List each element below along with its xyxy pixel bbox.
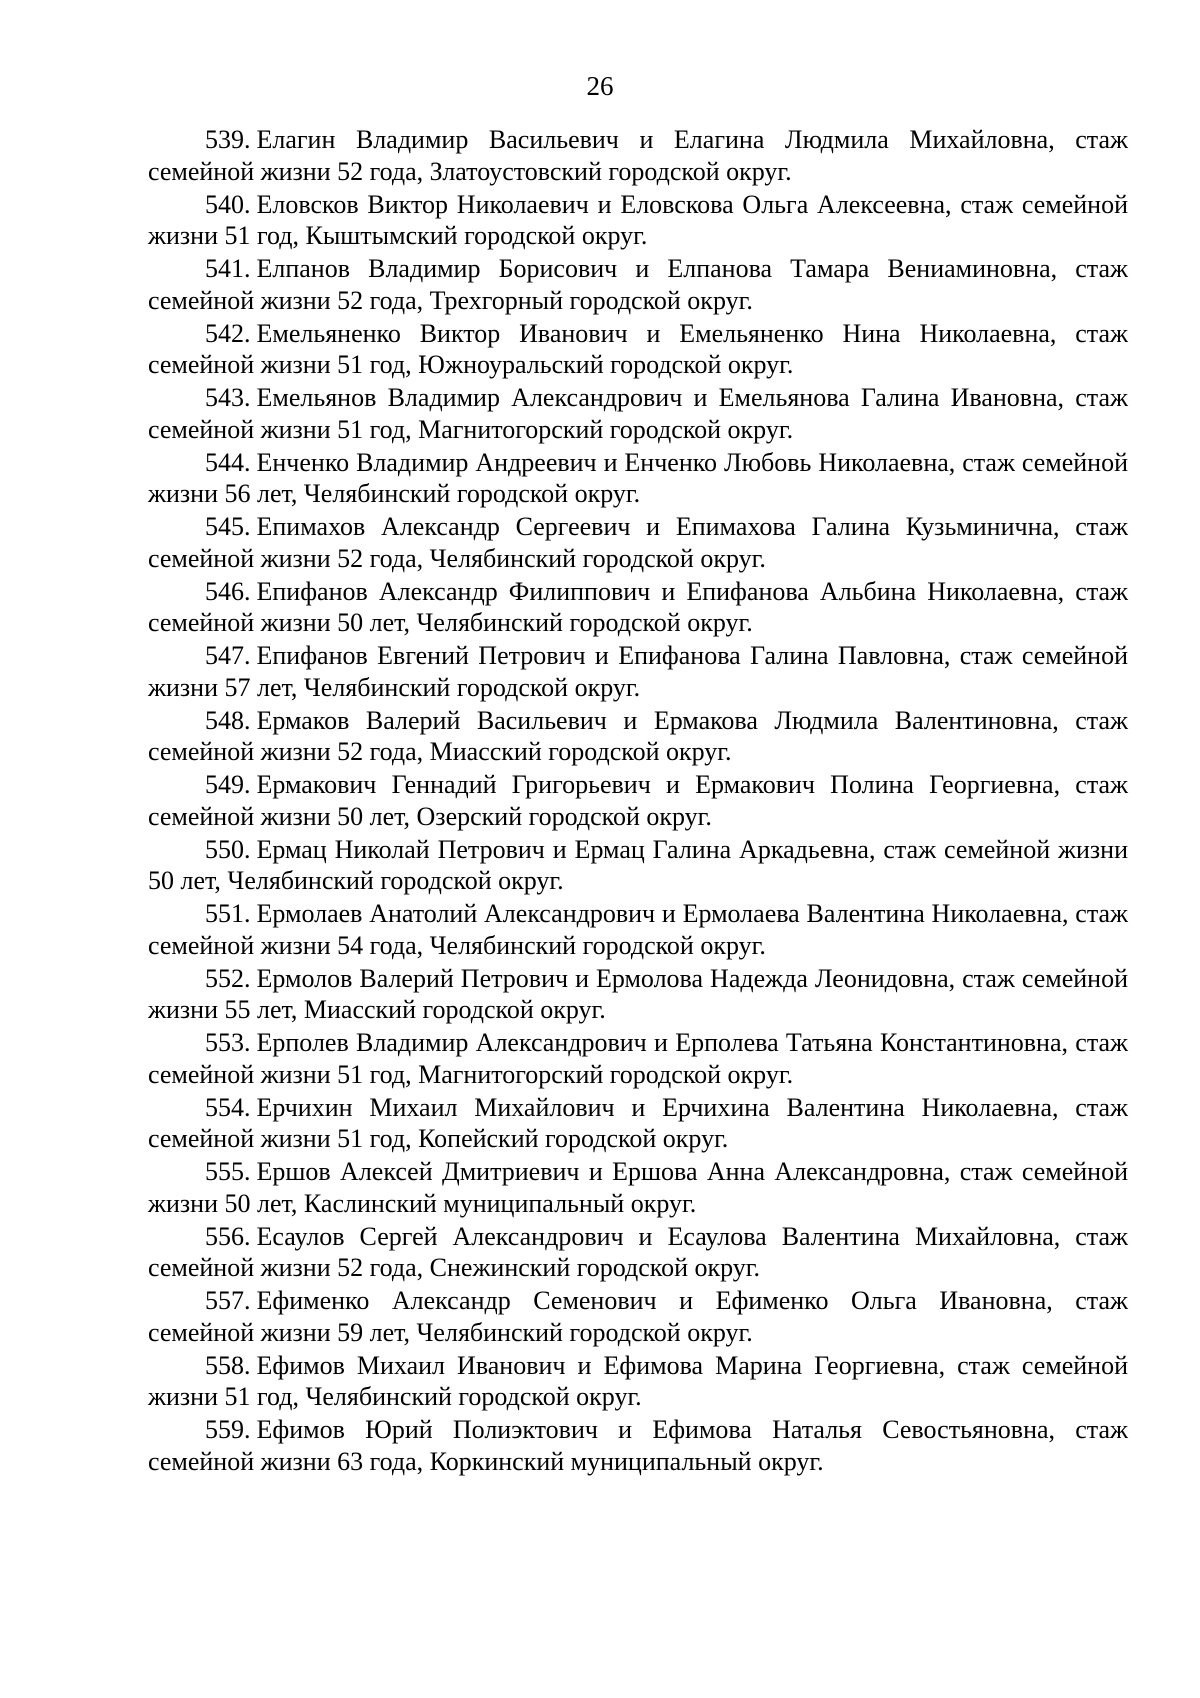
entry-number: 552.: [205, 963, 251, 993]
entry-number: 554.: [205, 1092, 251, 1122]
page-number: 26: [586, 71, 614, 101]
entry-number: 539.: [205, 125, 251, 154]
entry-text: Ефименко Александр Семенович и Ефименко Ольга Ивановна, стаж семейной жизни 59 лет, Челябинский городской округ.: [148, 1286, 1128, 1347]
entry-text: Ефимов Юрий Полиэктович и Ефимова Наталья Севостьяновна, стаж семейной жизни 63 года, Коркинский муниципальный округ.: [148, 1415, 1128, 1476]
entry-text: Ермац Николай Петрович и Ермац Галина Аркадьевна, стаж семейной жизни 50 лет, Челябинский городской округ.: [148, 834, 1128, 895]
entry-text: Елагин Владимир Васильевич и Елагина Людмила Михайловна, стаж семейной жизни 52 года, Златоустовский городской округ.: [148, 125, 1128, 186]
entry-number: 558.: [205, 1350, 251, 1380]
list-item: [148, 769, 1128, 832]
entry-text: Епимахов Александр Сергеевич и Епимахова Галина Кузьминична, стаж семейной жизни 52 года, Челябинский городской округ.: [148, 512, 1128, 573]
list-item: [148, 382, 1128, 445]
entry-number: 545.: [205, 512, 251, 541]
list-item: [148, 189, 1128, 252]
list-item: [148, 576, 1128, 639]
entry-text: Ерполев Владимир Александрович и Ерполева Татьяна Константиновна, стаж семейной жизни 51 год, Магнитогорский городской округ.: [148, 1028, 1128, 1089]
list-item: [148, 1285, 1128, 1348]
entry-text: Емельяненко Виктор Иванович и Емельяненко Нина Николаевна, стаж семейной жизни 51 год, Южноуральский городской округ.: [148, 318, 1128, 379]
entry-number: 549.: [205, 770, 251, 799]
entry-number: 551.: [205, 899, 251, 928]
list-item: [148, 640, 1128, 703]
list-item: [148, 705, 1128, 768]
entry-text: Еловсков Виктор Николаевич и Еловскова Ольга Алексеевна, стаж семейной жизни 51 год, Кыштымский городской округ.: [148, 189, 1128, 250]
entry-number: 557.: [205, 1286, 251, 1315]
entry-text: Елпанов Владимир Борисович и Елпанова Тамара Вениаминовна, стаж семейной жизни 52 года, Трехгорный городской округ.: [148, 254, 1128, 315]
entry-number: 543.: [205, 383, 251, 412]
entries-list: [148, 124, 1128, 1479]
list-item: [148, 1092, 1128, 1155]
list-item: [148, 253, 1128, 316]
list-item: [148, 898, 1128, 961]
entry-text: Ефимов Михаил Иванович и Ефимова Марина Георгиевна, стаж семейной жизни 51 год, Челябинский городской округ.: [148, 1350, 1128, 1411]
entry-text: Есаулов Сергей Александрович и Есаулова Валентина Михайловна, стаж семейной жизни 52 года, Снежинский городской округ.: [148, 1221, 1128, 1282]
entry-number: 555.: [205, 1157, 251, 1186]
entry-number: 548.: [205, 705, 251, 735]
list-item: [148, 1221, 1128, 1284]
entry-text: Епифанов Александр Филиппович и Епифанова Альбина Николаевна, стаж семейной жизни 50 лет, Челябинский городской округ.: [148, 576, 1128, 637]
entry-number: 540.: [205, 189, 251, 219]
list-item: [148, 1027, 1128, 1090]
list-item: [148, 963, 1128, 1026]
list-item: [148, 124, 1128, 187]
list-item: [148, 447, 1128, 510]
entry-number: 541.: [205, 254, 251, 283]
entry-number: 547.: [205, 641, 251, 670]
entry-text: Ерчихин Михаил Михайлович и Ерчихина Валентина Николаевна, стаж семейной жизни 51 год, Копейский городской округ.: [148, 1092, 1128, 1153]
entry-text: Ермакович Геннадий Григорьевич и Ермакович Полина Георгиевна, стаж семейной жизни 50 лет, Озерский городской округ.: [148, 770, 1128, 831]
list-item: [148, 318, 1128, 381]
entry-number: 544.: [205, 447, 251, 477]
entry-number: 553.: [205, 1028, 251, 1057]
list-item: [148, 1156, 1128, 1219]
entry-number: 546.: [205, 576, 251, 606]
entry-text: Ершов Алексей Дмитриевич и Ершова Анна Александровна, стаж семейной жизни 50 лет, Каслинский муниципальный округ.: [148, 1157, 1128, 1218]
list-item: [148, 1414, 1128, 1477]
entry-text: Енченко Владимир Андреевич и Енченко Любовь Николаевна, стаж семейной жизни 56 лет, Челябинский городской округ.: [148, 447, 1128, 508]
entry-number: 542.: [205, 318, 251, 348]
entry-text: Епифанов Евгений Петрович и Епифанова Галина Павловна, стаж семейной жизни 57 лет, Челябинский городской округ.: [148, 641, 1128, 702]
entry-number: 550.: [205, 834, 251, 864]
entry-number: 559.: [205, 1415, 251, 1444]
entry-text: Емельянов Владимир Александрович и Емельянова Галина Ивановна, стаж семейной жизни 51 год, Магнитогорский городской округ.: [148, 383, 1128, 444]
list-item: [148, 511, 1128, 574]
entry-text: Ермолаев Анатолий Александрович и Ермолаева Валентина Николаевна, стаж семейной жизни 54 года, Челябинский городской округ.: [148, 899, 1128, 960]
list-item: [148, 1350, 1128, 1413]
entry-text: Ермолов Валерий Петрович и Ермолова Надежда Леонидовна, стаж семейной жизни 55 лет, Миасский городской округ.: [148, 963, 1128, 1024]
entry-number: 556.: [205, 1221, 251, 1251]
list-item: [148, 834, 1128, 897]
entry-text: Ермаков Валерий Васильевич и Ермакова Людмила Валентиновна, стаж семейной жизни 52 года, Миасский городской округ.: [148, 705, 1128, 766]
